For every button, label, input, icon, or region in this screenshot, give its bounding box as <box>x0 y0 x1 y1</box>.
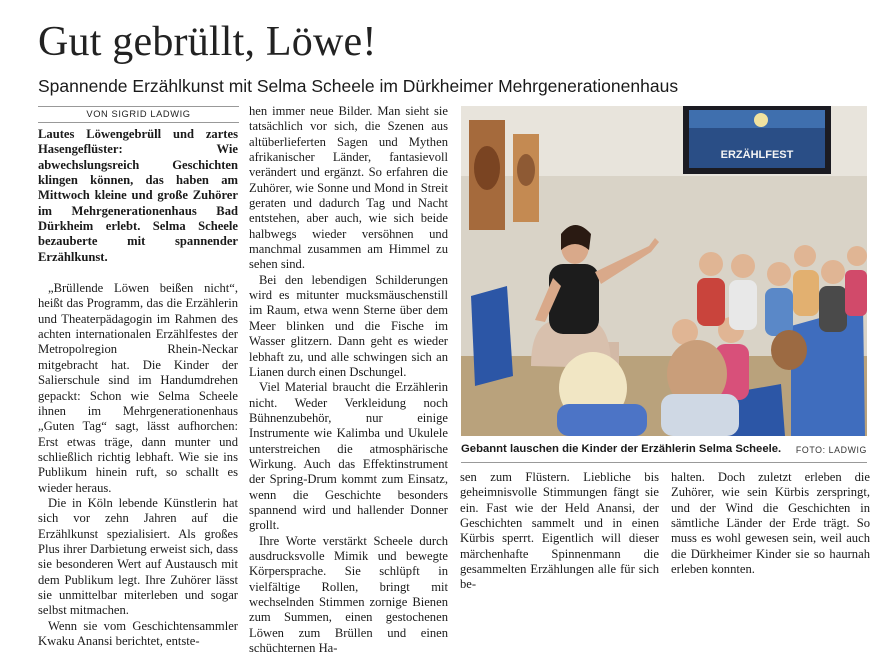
photo-storyteller-children-icon <box>461 106 867 436</box>
paragraph: sen zum Flüstern. Liebliche bis geheimnisvolle Stimmungen fängt sie ein. Fast wie der Held Anansi, der Geschichten sammelt und in einen Kürbis sperrt. Eigentlich will dieser märchenhafte Spinnenmann die gesammelten Erzählungen alle für sich be- <box>460 470 659 592</box>
article-column-2 <box>249 104 448 656</box>
article-column-3 <box>460 470 659 593</box>
article-column-1 <box>38 127 238 649</box>
article-column-4 <box>671 470 870 577</box>
headline: Gut gebrüllt, Löwe! <box>38 19 377 65</box>
paragraph: Viel Material braucht die Erzählerin nicht. Weder Verkleidung noch Bühnenzubehör, nur einige Instrumente wie Kalimba und Ukulele unterstreichen die atmosphärische Wirkung. Auch das Effektinstrument der Spring-Drum kommt zum Einsatz, wenn die Geschichte besonders spannend wird und hallender Donner grollt. <box>249 380 448 533</box>
paragraph: halten. Doch zuletzt erleben die Zuhörer, wie sein Kürbis zerspringt, und der Wind die Geschichten in sämtliche Länder der Erde trägt. So muss es wohl gewesen sein, weil auch die Dürkheimer Kinder sie so haurnah erleben konnten. <box>671 470 870 577</box>
byline: VON SIGRID LADWIG <box>86 109 191 119</box>
paragraph: Die in Köln lebende Künstlerin hat sich vor zehn Jahren auf die Erzählkunst spezialisiert. Als großes Plus ihrer Darbietung erweist sich, dass sie besonderen Wert auf Austausch mit dem Publikum legt. Ihre Zuhörer lässt sie unmittelbar miterleben und sogar selbst mitmachen. <box>38 495 238 618</box>
byline-rule-bottom <box>38 122 239 123</box>
paragraph: Bei den lebendigen Schilderungen wird es mitunter mucksmäuschenstill im Raum, etwa wenn Sterne über dem Meer blinken und die Fische im Wasser glitzern. Dann geht es wieder lebhaft zu, und alle schwingen sich an Lianen durch einen Dschungel. <box>249 272 448 379</box>
byline-rule-top <box>38 106 239 107</box>
lead-paragraph: Lautes Löwengebrüll und zartes Hasengeflüster: Wie abwechslungsreich Geschichten klingen können, das haben am Mittwoch kleine und große Zuhörer im Mehrgenerationenhaus Bad Dürkheim erlebt. Selma Scheele bezauberte mit spannender Erzählkunst. <box>38 127 238 264</box>
paragraph: Ihre Worte verstärkt Scheele durch ausdrucksvolle Mimik und bewegte Körpersprache. Sie schlüpft in vielfältige Rollen, bringt mit wechselnden Stimmen zornige Bienen zum Summen, einen gestochenen Löwen zum Brüllen und einen schüchternen Ha- <box>249 533 448 656</box>
paragraph: Wenn sie vom Geschichtensammler Kwaku Anansi berichtet, entste- <box>38 618 238 648</box>
photo-credit: FOTO: LADWIG <box>795 445 867 455</box>
tv-text: ERZÄHLFEST <box>720 149 794 161</box>
caption-rule <box>461 462 867 463</box>
paragraph: hen immer neue Bilder. Man sieht sie tatsächlich vor sich, die Szenen aus altüberlieferten Sagen und Mythen afrikanischer Länder, fantasievoll verändert und ergänzt. So erfahren die Zuhörer, wie Sonne und Mond in Streit geraten und dadurch Tag und Nacht entstehen, aber auch, wie sich beide halbwegs wieder versöhnen und manchmal zusammen am Himmel zu sehen sind. <box>249 104 448 272</box>
subheadline: Spannende Erzählkunst mit Selma Scheele im Dürkheimer Mehrgenerationenhaus <box>38 76 679 96</box>
photo-caption: Gebannt lauschen die Kinder der Erzählerin Selma Scheele. <box>461 443 782 455</box>
paragraph: „Brüllende Löwen beißen nicht“, heißt das Programm, das die Erzählerin und Theaterpädagogin im Rahmen des achten internationalen Erzählfestes der Metropolregion Rhein-Neckar mitgebracht hat. Die Kinder der Salierschule sind im Handumdrehen gepackt: Schon wie Selma Scheele ihnen im Mehrgenerationenhaus „Guten Tag“ sagt, lässt aufhorchen: Erst etwas träge, dann munter und schließlich richtig lebhaft. Wie sie ins Publikum hinein ruft, so schallt es wieder heraus. <box>38 281 238 495</box>
article-photo <box>461 106 867 436</box>
